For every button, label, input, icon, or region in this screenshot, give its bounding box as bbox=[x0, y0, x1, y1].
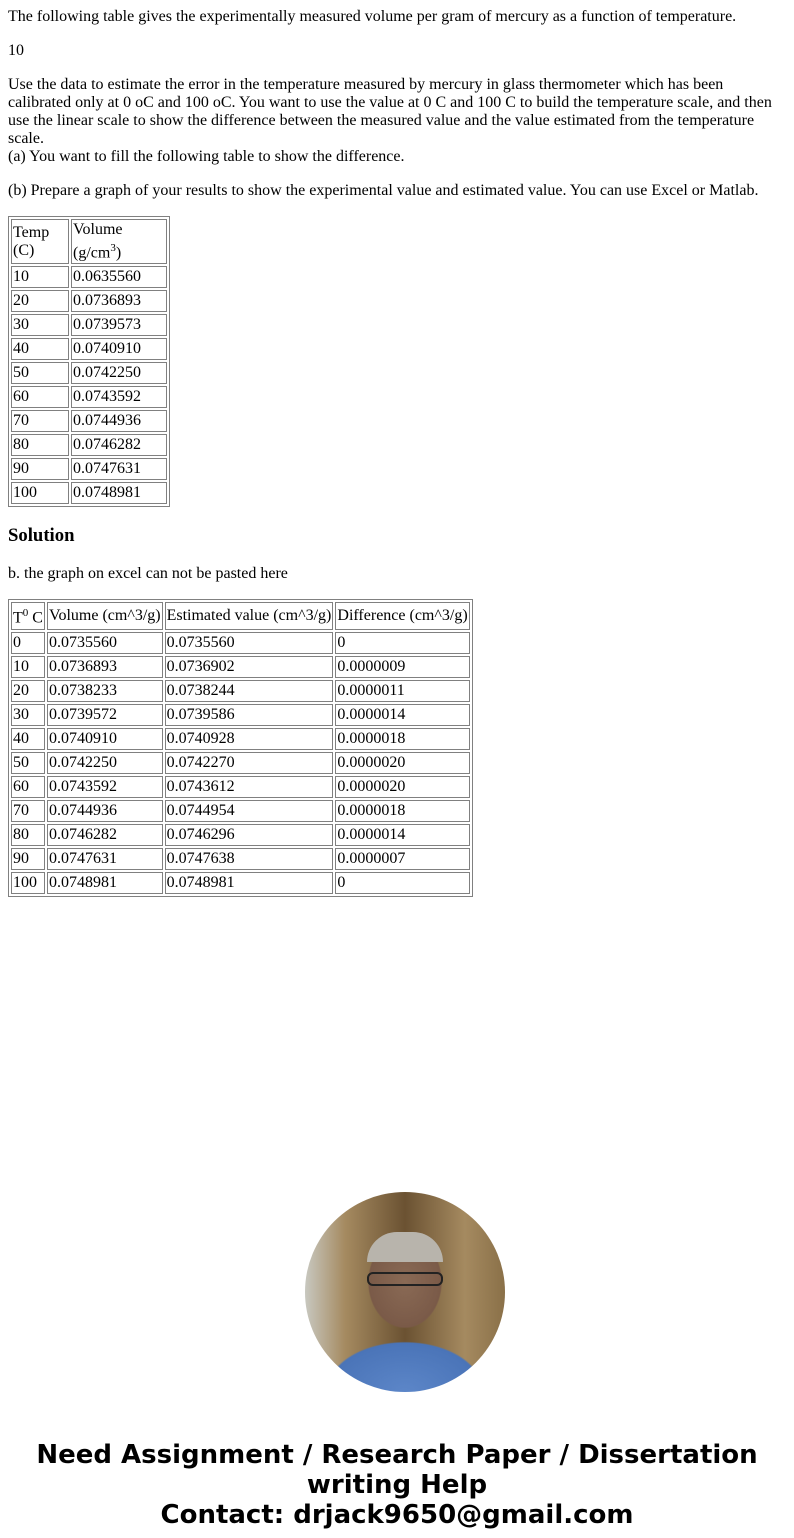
part-a-text: (a) You want to fill the following table to show the difference. bbox=[8, 148, 405, 165]
table-row bbox=[11, 752, 470, 774]
table-cell: 0 bbox=[335, 872, 469, 894]
table-cell: 0.0000014 bbox=[335, 824, 469, 846]
part-b-text: (b) Prepare a graph of your results to show the experimental value and estimated value. You can use Excel or Matlab. bbox=[8, 182, 759, 199]
table-cell: 0.0000018 bbox=[335, 728, 469, 750]
table-row bbox=[11, 656, 470, 678]
header-estimated: Estimated value (cm^3/g) bbox=[165, 602, 334, 629]
table-cell: 0.0746296 bbox=[165, 824, 334, 846]
table-cell: 100 bbox=[11, 482, 69, 504]
table-row bbox=[11, 314, 167, 336]
table-cell: 20 bbox=[11, 290, 69, 312]
table-cell: 60 bbox=[11, 776, 45, 798]
table-cell: 0.0735560 bbox=[165, 632, 334, 654]
table-row bbox=[11, 290, 167, 312]
footer-contact: Contact: drjack9650@gmail.com bbox=[160, 1499, 634, 1530]
table-cell: 10 bbox=[11, 266, 69, 288]
table-cell: 0.0746282 bbox=[71, 434, 167, 456]
header-difference: Difference (cm^3/g) bbox=[335, 602, 469, 629]
author-avatar bbox=[305, 1192, 505, 1392]
table-cell: 0.0743592 bbox=[71, 386, 167, 408]
table-cell: 30 bbox=[11, 314, 69, 336]
footer-help-text: Need Assignment / Research Paper / Dissertation writing Help bbox=[36, 1439, 758, 1500]
table-row bbox=[11, 704, 470, 726]
table-row bbox=[11, 776, 470, 798]
table-cell: 0.0743612 bbox=[165, 776, 334, 798]
problem-number: 10 bbox=[8, 42, 24, 59]
table-cell: 0.0736893 bbox=[71, 290, 167, 312]
table-cell: 0.0000009 bbox=[335, 656, 469, 678]
header-temp: $T^0$ C bbox=[11, 602, 45, 629]
solution-heading: Solution bbox=[8, 525, 75, 547]
table-cell: 0.0000007 bbox=[335, 848, 469, 870]
table-row bbox=[11, 824, 470, 846]
table-row bbox=[11, 458, 167, 480]
table-cell: 0.0742270 bbox=[165, 752, 334, 774]
intro-text: The following table gives the experimentally measured volume per gram of mercury as a function of temperature. bbox=[8, 8, 737, 25]
table-cell: 0.0743592 bbox=[47, 776, 163, 798]
table-cell: 0.0739573 bbox=[71, 314, 167, 336]
table-row bbox=[11, 434, 167, 456]
table-cell: 100 bbox=[11, 872, 45, 894]
table-cell: 0.0748981 bbox=[71, 482, 167, 504]
table-cell: 0.0747631 bbox=[71, 458, 167, 480]
table-cell: 0.0738233 bbox=[47, 680, 163, 702]
table-cell: 0.0736902 bbox=[165, 656, 334, 678]
table-row bbox=[11, 872, 470, 894]
header-temp: Temp (C) bbox=[11, 219, 69, 264]
table-header-row bbox=[11, 602, 470, 629]
table-cell: 0.0736893 bbox=[47, 656, 163, 678]
table-cell: 0.0746282 bbox=[47, 824, 163, 846]
table-cell: 50 bbox=[11, 752, 45, 774]
table-cell: 0.0635560 bbox=[71, 266, 167, 288]
footer-banner bbox=[8, 1440, 786, 1530]
table-row bbox=[11, 680, 470, 702]
table-row bbox=[11, 386, 167, 408]
table-cell: 0.0738244 bbox=[165, 680, 334, 702]
table-cell: 0 bbox=[335, 632, 469, 654]
table-cell: 0.0000018 bbox=[335, 800, 469, 822]
table-cell: 0.0000011 bbox=[335, 680, 469, 702]
table-cell: 0.0740910 bbox=[71, 338, 167, 360]
table-cell: 60 bbox=[11, 386, 69, 408]
solution-note: b. the graph on excel can not be pasted here bbox=[8, 565, 288, 583]
table-cell: 0.0744936 bbox=[71, 410, 167, 432]
table-cell: 80 bbox=[11, 434, 69, 456]
table-cell: 0.0000014 bbox=[335, 704, 469, 726]
header-volume: Volume (cm^3/g) bbox=[47, 602, 163, 629]
table-row bbox=[11, 338, 167, 360]
table-row bbox=[11, 728, 470, 750]
table-cell: 0.0748981 bbox=[165, 872, 334, 894]
table-cell: 0.0000020 bbox=[335, 752, 469, 774]
table-cell: 30 bbox=[11, 704, 45, 726]
table-row bbox=[11, 482, 167, 504]
table-cell: 0.0742250 bbox=[71, 362, 167, 384]
difference-table bbox=[8, 599, 473, 896]
table-cell: 0.0740928 bbox=[165, 728, 334, 750]
task-text: Use the data to estimate the error in the temperature measured by mercury in glass thermometer which has been calibrated only at 0 oC and 100 oC. You want to use the value at 0 C and 100 C to build the temperature scale, and then use the linear scale to show the difference between the measured value and the value estimated from the temperature scale. (a) You want to fill the following table to show the difference. bbox=[8, 76, 772, 165]
table-cell: 0.0747631 bbox=[47, 848, 163, 870]
table-cell: 0.0744936 bbox=[47, 800, 163, 822]
table-cell: 40 bbox=[11, 338, 69, 360]
table-cell: 20 bbox=[11, 680, 45, 702]
table-cell: 0.0747638 bbox=[165, 848, 334, 870]
table-cell: 0.0748981 bbox=[47, 872, 163, 894]
table-cell: 0.0742250 bbox=[47, 752, 163, 774]
table-cell: 90 bbox=[11, 848, 45, 870]
table-row bbox=[11, 410, 167, 432]
table-cell: 90 bbox=[11, 458, 69, 480]
table-cell: 70 bbox=[11, 800, 45, 822]
table-cell: 0.0739572 bbox=[47, 704, 163, 726]
table-cell: 70 bbox=[11, 410, 69, 432]
table-header-row bbox=[11, 219, 167, 264]
table-row bbox=[11, 848, 470, 870]
table-cell: 0.0735560 bbox=[47, 632, 163, 654]
table-row bbox=[11, 800, 470, 822]
table-cell: 0.0744954 bbox=[165, 800, 334, 822]
table-cell: 10 bbox=[11, 656, 45, 678]
table-cell: 50 bbox=[11, 362, 69, 384]
header-volume: Volume $(g/cm^3)$ bbox=[71, 219, 167, 264]
table-row bbox=[11, 632, 470, 654]
table-cell: 40 bbox=[11, 728, 45, 750]
table-row bbox=[11, 362, 167, 384]
table-cell: 0.0740910 bbox=[47, 728, 163, 750]
table-cell: 0.0739586 bbox=[165, 704, 334, 726]
table-row bbox=[11, 266, 167, 288]
table-cell: 80 bbox=[11, 824, 45, 846]
volume-table bbox=[8, 216, 170, 507]
table-cell: 0.0000020 bbox=[335, 776, 469, 798]
table-cell: 0 bbox=[11, 632, 45, 654]
